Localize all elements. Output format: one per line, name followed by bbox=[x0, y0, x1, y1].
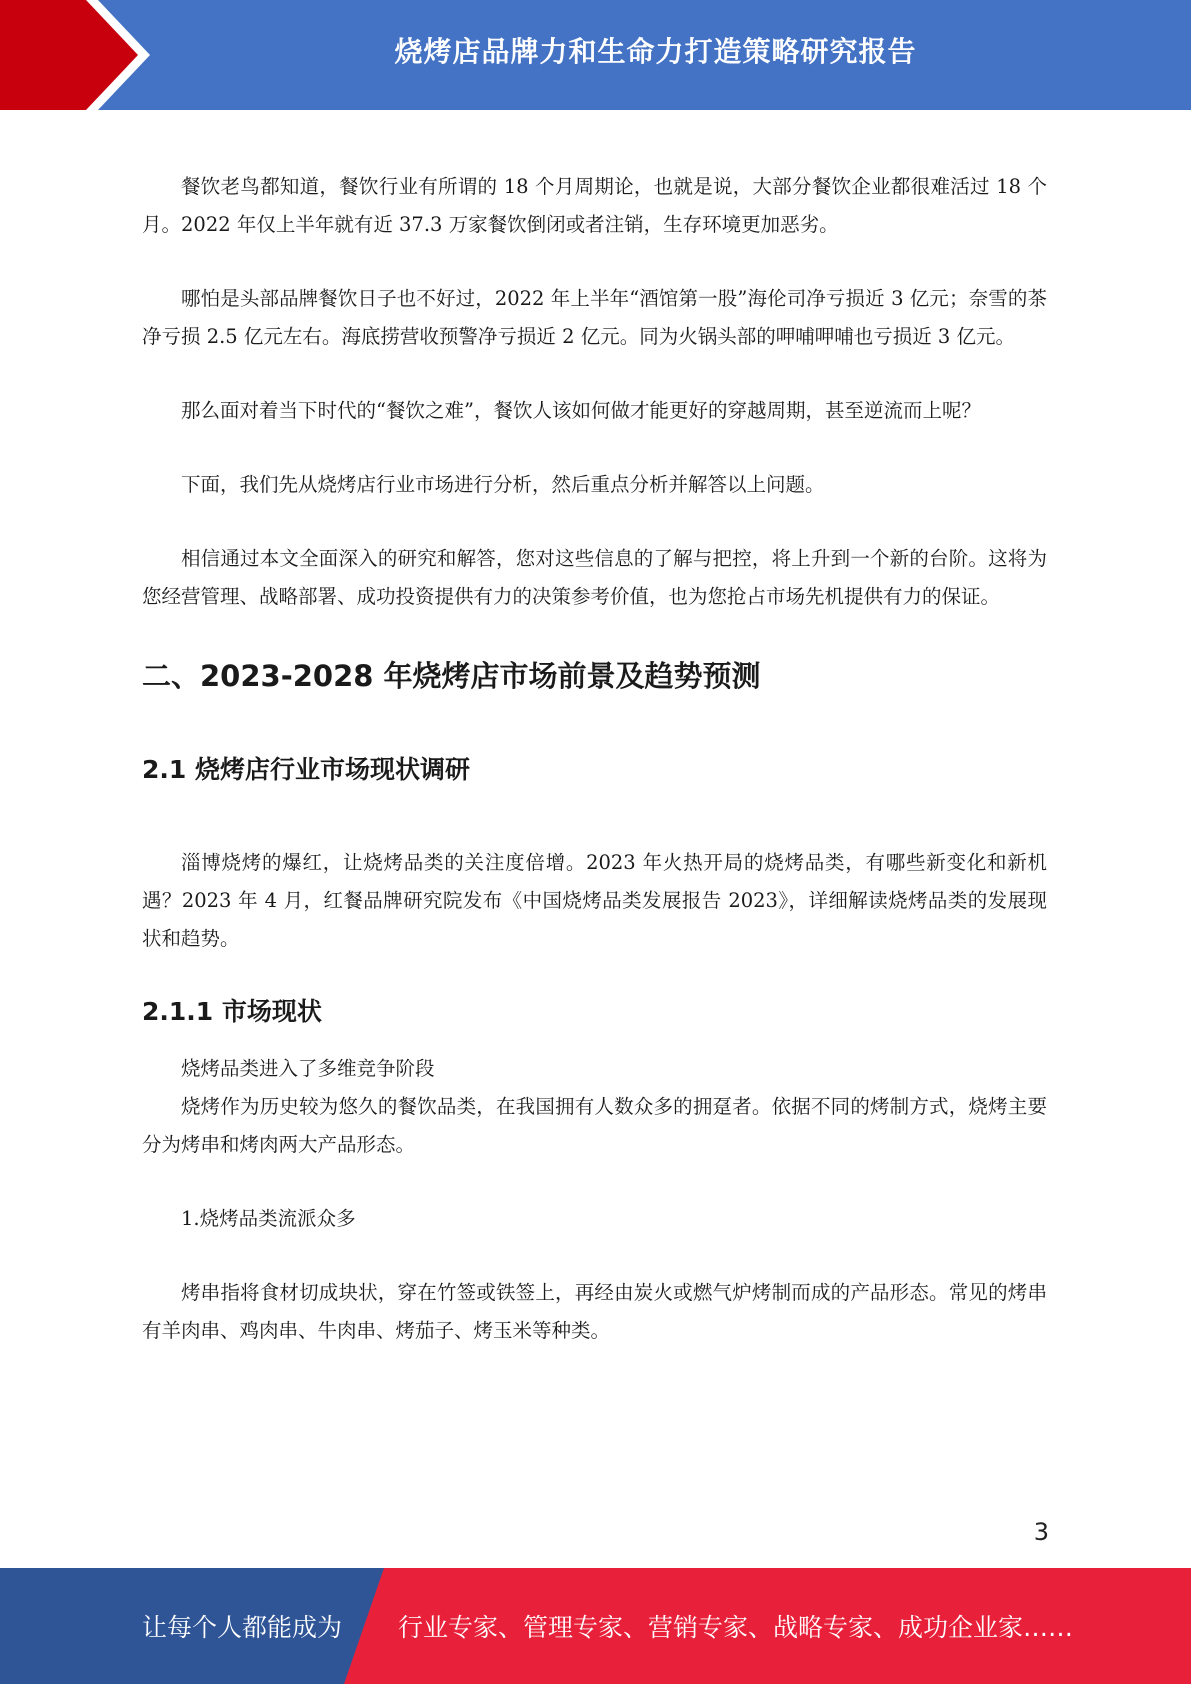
paragraph-cycle: 餐饮老鸟都知道，餐饮行业有所谓的 18 个月周期论，也就是说，大部分餐饮企业都很难活过 18 个月。2022 年仅上半年就有近 37.3 万家餐饮倒闭或者注销，生存环境更加恶劣。 bbox=[142, 175, 1047, 236]
footer-slogan-right: 行业专家、管理专家、营销专家、战略专家、成功企业家…… bbox=[398, 1613, 1074, 1642]
paragraph-skewer: 烤串指将食材切成块状，穿在竹签或铁签上，再经由炭火或燃气炉烤制而成的产品形态。常见的烤串有羊肉串、鸡肉串、牛肉串、烤茄子、烤玉米等种类。 bbox=[142, 1281, 1047, 1342]
section-heading-2-1: 2.1 烧烤店行业市场现状调研 bbox=[142, 755, 470, 784]
list-item-1: 1.烧烤品类流派众多 bbox=[181, 1207, 356, 1230]
footer-banner bbox=[0, 1568, 1191, 1684]
section-heading-2: 二、2023-2028 年烧烤店市场前景及趋势预测 bbox=[142, 659, 761, 693]
header-banner bbox=[0, 0, 1191, 110]
paragraph-zibo: 淄博烧烤的爆红，让烧烤品类的关注度倍增。2023 年火热开局的烧烤品类，有哪些新变化和新机遇？2023 年 4 月，红餐品牌研究院发布《中国烧烤品类发展报告 2023》，详细解读烧烤品类的发展现状和趋势。 bbox=[142, 851, 1047, 950]
document-title: 烧烤店品牌力和生命力打造策略研究报告 bbox=[394, 35, 917, 68]
paragraph-history: 烧烤作为历史较为悠久的餐饮品类，在我国拥有人数众多的拥趸者。依据不同的烤制方式，烧烤主要分为烤串和烤肉两大产品形态。 bbox=[142, 1095, 1047, 1156]
paragraph-stage: 烧烤品类进入了多维竞争阶段 bbox=[181, 1057, 435, 1080]
paragraph-outline: 下面，我们先从烧烤店行业市场进行分析，然后重点分析并解答以上问题。 bbox=[181, 473, 825, 496]
footer-slogan-left: 让每个人都能成为 bbox=[142, 1613, 343, 1642]
section-heading-2-1-1: 2.1.1 市场现状 bbox=[142, 997, 322, 1026]
paragraph-value: 相信通过本文全面深入的研究和解答，您对这些信息的了解与把控，将上升到一个新的台阶。这将为您经营管理、战略部署、成功投资提供有力的决策参考价值，也为您抢占市场先机提供有力的保证。 bbox=[142, 547, 1047, 608]
paragraph-head-brands: 哪怕是头部品牌餐饮日子也不好过，2022 年上半年“酒馆第一股”海伦司净亏损近 3 亿元；奈雪的茶净亏损 2.5 亿元左右。海底捞营收预警净亏损近 2 亿元。同为火锅头部的呷哺呷哺也亏损近 3 亿元。 bbox=[142, 287, 1047, 348]
paragraph-question: 那么面对着当下时代的“餐饮之难”，餐饮人该如何做才能更好的穿越周期，甚至逆流而上呢？ bbox=[181, 399, 981, 422]
page-number: 3 bbox=[1033, 1518, 1049, 1546]
page-content bbox=[142, 168, 1047, 1350]
